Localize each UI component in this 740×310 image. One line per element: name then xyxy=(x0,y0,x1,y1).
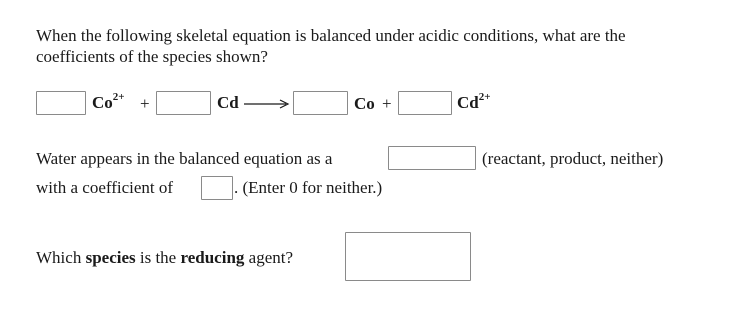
coefficient-input-co[interactable] xyxy=(293,91,348,115)
species-cd2plus: $Cd^{2+}$ xyxy=(457,91,491,112)
water-coefficient-input[interactable] xyxy=(201,176,233,200)
coefficient-input-cd2plus[interactable] xyxy=(398,91,452,115)
species-co2plus: $Co^{2+}$ xyxy=(92,91,125,112)
plus-sign: + xyxy=(140,94,150,113)
water-question-text: Water appears in the balanced equation as a xyxy=(36,149,333,168)
species-co: Co xyxy=(354,94,375,113)
water-role-input[interactable] xyxy=(388,146,476,170)
water-coefficient-hint: . (Enter 0 for neither.) xyxy=(234,178,383,197)
water-coefficient-label: with a coefficient of xyxy=(36,178,174,197)
question-line-2: coefficients of the species shown? xyxy=(36,47,268,66)
coefficient-input-cd[interactable] xyxy=(156,91,211,115)
reducing-agent-input[interactable] xyxy=(345,232,471,281)
question-line-1: When the following skeletal equation is balanced under acidic conditions, what are the xyxy=(36,26,626,45)
reaction-arrow-icon xyxy=(244,98,292,110)
reducing-agent-question: Which species is the reducing agent? xyxy=(36,248,294,267)
coefficient-input-co2plus[interactable] xyxy=(36,91,86,115)
water-role-options: (reactant, product, neither) xyxy=(482,149,664,168)
species-cd: Cd xyxy=(217,93,239,112)
plus-sign: + xyxy=(382,94,392,113)
